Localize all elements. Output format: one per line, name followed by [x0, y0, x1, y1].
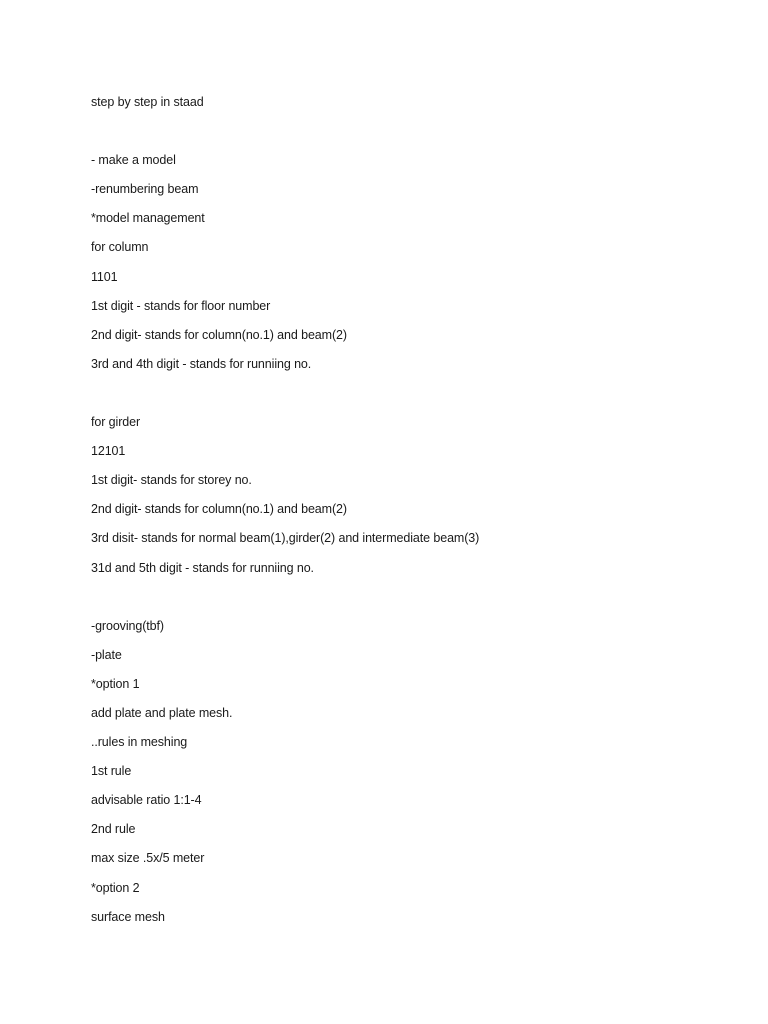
- document-line: *option 1: [91, 676, 140, 691]
- document-line: 1st digit - stands for floor number: [91, 298, 271, 313]
- document-line: -grooving(tbf): [91, 618, 164, 633]
- document-line: 2nd rule: [91, 822, 136, 837]
- document-line: - make a model: [91, 153, 176, 168]
- document-line: for column: [91, 240, 149, 255]
- document-line: max size .5x/5 meter: [91, 851, 205, 866]
- document-line: [91, 122, 479, 151]
- document-body: [91, 93, 479, 937]
- document-line: for girder: [91, 415, 141, 430]
- document-line: 1st rule: [91, 764, 132, 779]
- document-line: step by step in staad: [91, 95, 204, 109]
- document-line: ..rules in meshing: [91, 735, 188, 750]
- document-line: 2nd digit- stands for column(no.1) and beam(2): [91, 327, 347, 342]
- document-line: *option 2: [91, 880, 140, 895]
- document-line: -plate: [91, 647, 122, 662]
- document-line: 12101: [91, 444, 126, 459]
- document-line: 31d and 5th digit - stands for runniing no.: [91, 560, 314, 575]
- document-line: [91, 588, 479, 617]
- document-line: add plate and plate mesh.: [91, 705, 233, 720]
- document-line: 3rd and 4th digit - stands for runniing no.: [91, 356, 312, 371]
- document-line: 1101: [91, 269, 118, 284]
- document-line: 2nd digit- stands for column(no.1) and beam(2): [91, 502, 347, 517]
- document-line: 1st digit- stands for storey no.: [91, 473, 252, 488]
- document-line: surface mesh: [91, 909, 165, 924]
- document-line: [91, 384, 479, 413]
- document-line: advisable ratio 1:1-4: [91, 793, 202, 808]
- document-line: -renumbering beam: [91, 182, 199, 197]
- document-line: *model management: [91, 211, 205, 226]
- document-line: 3rd disit- stands for normal beam(1),girder(2) and intermediate beam(3): [91, 531, 480, 546]
